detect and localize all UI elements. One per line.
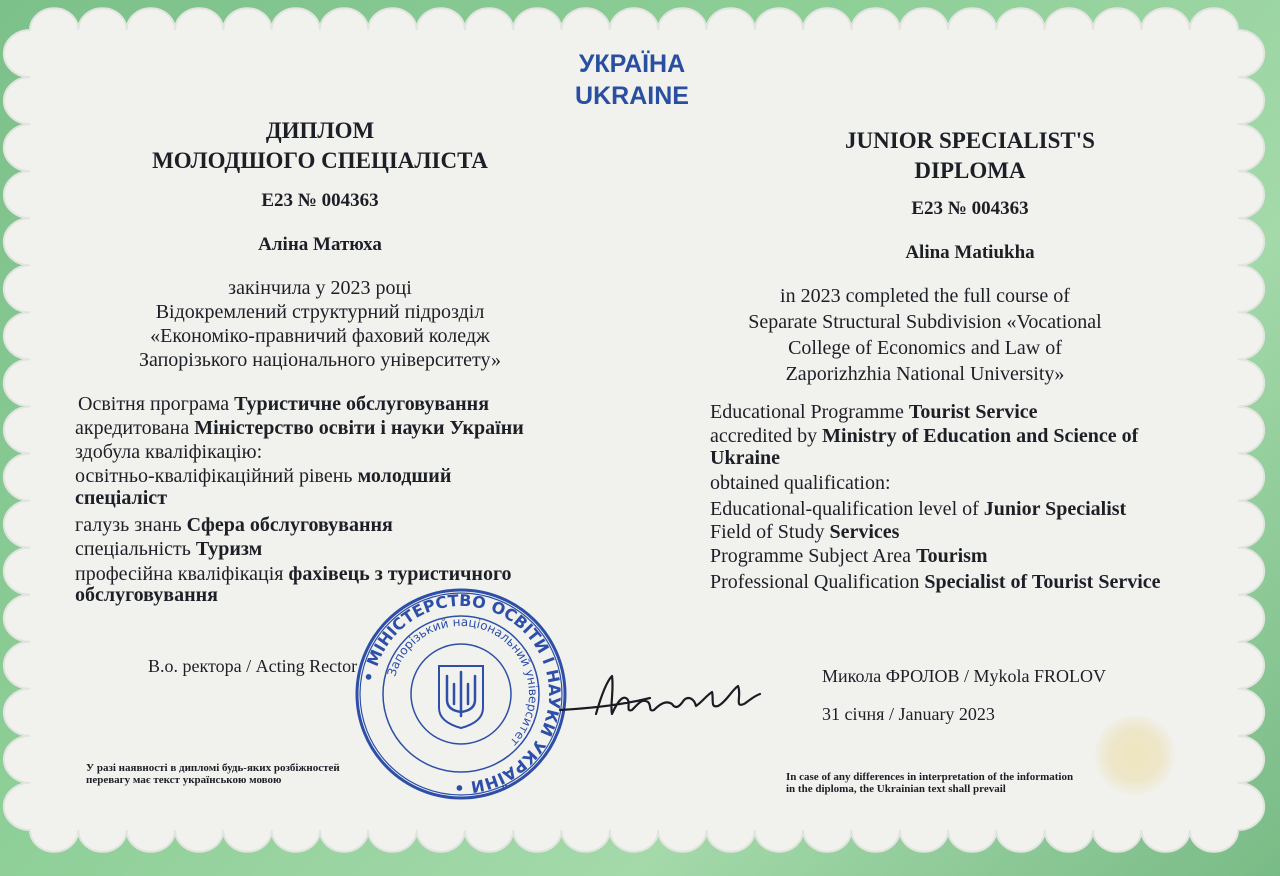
left-institution-3: Запорізького національного університету» — [138, 349, 502, 371]
left-field-label: галузь знань — [75, 514, 187, 536]
right-level-value: Junior Specialist — [983, 498, 1127, 520]
right-field-label: Field of Study — [710, 521, 830, 543]
left-accredited-label: акредитована — [75, 417, 195, 439]
right-field-value: Services — [829, 521, 900, 543]
right-accredited-value-1: Ministry of Education and Science of — [822, 425, 1139, 447]
left-prof-value-1: фахівець з туристичного — [288, 563, 512, 585]
left-level-value-2: спеціаліст — [75, 487, 168, 509]
left-institution-2: «Економіко-правничий фаховий коледж — [150, 325, 490, 347]
right-accredited — [710, 424, 1138, 448]
right-diploma-number: E23 № 004363 — [911, 198, 1029, 219]
right-signer-name: Микола ФРОЛОВ / Mykola FROLOV — [822, 666, 1106, 686]
left-note-1: У разі наявності в дипломі будь-яких розбіжностей — [86, 762, 340, 774]
right-completed: in 2023 completed the full course of — [780, 285, 1070, 307]
right-title-2: DIPLOMA — [914, 158, 1026, 183]
left-level — [75, 464, 451, 488]
country-en: UKRAINE — [575, 82, 689, 110]
country-ua: УКРАЇНА — [578, 50, 686, 78]
right-accredited-label: accredited by — [710, 425, 823, 447]
left-specialty — [75, 537, 262, 561]
left-graduated: закінчила у 2023 році — [228, 277, 412, 299]
right-note-1: In case of any differences in interpretation of the information — [786, 771, 1074, 783]
right-title-1: JUNIOR SPECIALIST'S — [845, 128, 1095, 153]
right-note-2: in the diploma, the Ukrainian text shall prevail — [786, 783, 1006, 795]
right-program — [710, 400, 1038, 424]
right-program-label: Educational Programme — [710, 401, 909, 423]
left-program-value: Туристичне обслуговування — [234, 393, 490, 415]
right-prof — [710, 570, 1161, 594]
right-area-label: Programme Subject Area — [710, 545, 917, 567]
right-institution-3: Zaporizhzhia National University» — [785, 363, 1065, 385]
left-diploma-number: E23 № 004363 — [261, 190, 379, 211]
left-institution-1: Відокремлений структурний підрозділ — [155, 301, 485, 323]
left-title-2: МОЛОДШОГО СПЕЦІАЛІСТА — [152, 148, 488, 173]
left-obtained: здобула кваліфікацію: — [75, 441, 263, 463]
left-holder-name: Аліна Матюха — [258, 234, 382, 255]
left-prof-value-2: обслуговування — [75, 584, 218, 606]
right-obtained: obtained qualification: — [710, 472, 891, 494]
left-level-value-1: молодший — [357, 465, 452, 487]
left-field — [75, 513, 393, 537]
trident-emblem — [439, 666, 483, 728]
left-prof-label: професійна кваліфікація — [75, 563, 289, 585]
official-seal — [352, 585, 570, 803]
left-title-1: ДИПЛОМ — [265, 118, 375, 143]
rector-signature — [556, 660, 776, 730]
left-specialty-label: спеціальність — [75, 538, 196, 560]
right-level — [710, 497, 1126, 521]
seal-outer-text: • МІНІСТЕРСТВО ОСВІТИ І НАУКИ УКРАЇНИ • — [358, 590, 565, 798]
right-issue-date: 31 січня / January 2023 — [822, 704, 995, 724]
left-rector-label: В.о. ректора / Acting Rector — [148, 656, 358, 676]
right-prof-value: Specialist of Tourist Service — [924, 571, 1161, 593]
right-institution-1: Separate Structural Subdivision «Vocational — [748, 311, 1102, 333]
right-area-value: Tourism — [916, 545, 988, 567]
right-holder-name: Alina Matiukha — [905, 242, 1035, 263]
right-field — [710, 520, 899, 544]
left-field-value: Сфера обслуговування — [186, 514, 393, 536]
right-area — [710, 544, 988, 568]
left-accredited — [75, 416, 524, 440]
left-program-label: Освітня програма — [78, 393, 235, 415]
right-accredited-value-2: Ukraine — [710, 447, 780, 469]
right-prof-label: Professional Qualification — [710, 571, 925, 593]
hologram-sticker — [1095, 715, 1175, 795]
left-note-2: перевагу має текст українською мовою — [86, 774, 282, 786]
right-program-value: Tourist Service — [908, 401, 1038, 423]
seal-middle-text: Запорізький національний університет — [384, 614, 541, 750]
right-level-label: Educational-qualification level of — [710, 498, 984, 520]
left-specialty-value: Туризм — [195, 538, 263, 560]
left-accredited-value: Міністерство освіти і науки України — [194, 417, 524, 439]
right-institution-2: College of Economics and Law of — [788, 337, 1062, 359]
left-program — [78, 392, 489, 416]
left-level-label: освітньо-кваліфікаційний рівень — [75, 465, 358, 487]
